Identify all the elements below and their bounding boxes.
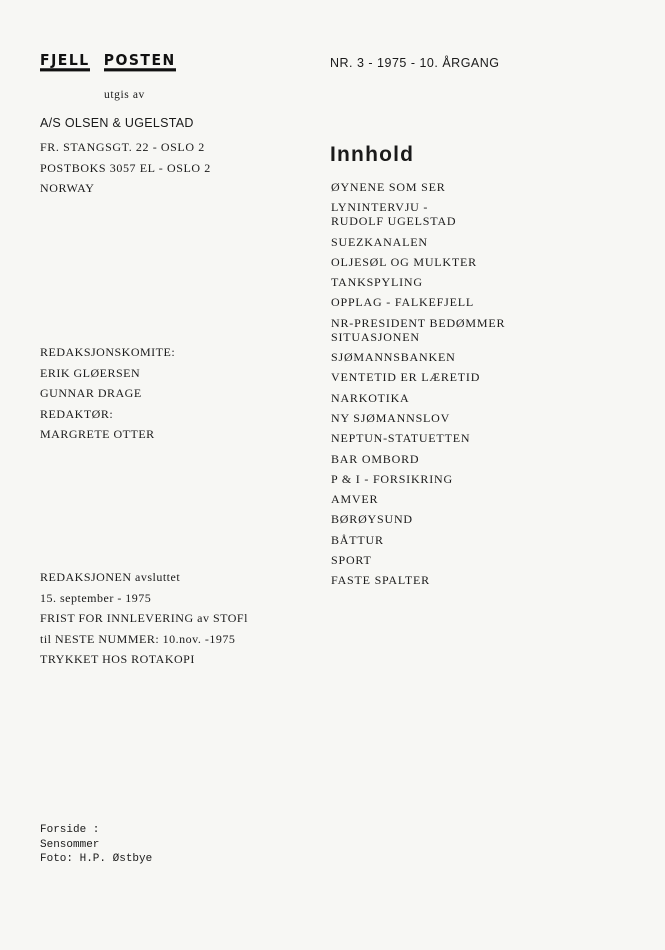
contents-item: AMVER [331,492,379,507]
publisher-name: A/S OLSEN & UGELSTAD [40,116,194,130]
cover-credit-line: Sensommer [40,838,100,851]
logo-word-fjell: FJELL [40,55,90,72]
contents-list [331,180,505,594]
contents-item: SUEZKANALEN [331,234,428,249]
contents-item: SJØMANNSBANKEN [331,350,456,365]
address-line-postbox: POSTBOKS 3057 EL - OSLO 2 [40,161,211,175]
contents-item: NARKOTIKA [331,390,410,405]
deadline-line: FRIST FOR INNLEVERING av STOFl [40,611,248,625]
contents-item: FASTE SPALTER [331,573,430,588]
contents-item: NR-PRESIDENT BEDØMMER SITUASJONEN [331,315,506,344]
address-line-country: NORWAY [40,181,95,195]
published-by-label: utgis av [104,89,145,101]
contents-item: BAR OMBORD [331,451,420,466]
logo-word-posten: POSTEN [104,55,176,72]
cover-credit-block [40,823,152,867]
staff-line: MARGRETE OTTER [40,427,155,441]
deadline-line: 15. september - 1975 [40,590,152,605]
contents-heading: Innhold [330,143,415,166]
contents-item: BÅTTUR [331,532,384,547]
contents-item: SPORT [331,553,372,568]
cover-credit-line: Foto: H.P. Østbye [40,853,153,865]
cover-credit-line: Forside : [40,824,100,836]
contents-item: LYNINTERVJU - RUDOLF UGELSTAD [331,200,457,229]
issue-line: NR. 3 - 1975 - 10. ÅRGANG [330,56,500,70]
staff-line: ERIK GLØERSEN [40,365,141,380]
deadline-line: TRYKKET HOS ROTAKOPI [40,652,195,666]
staff-line: REDAKTØR: [40,406,114,421]
staff-line: GUNNAR DRAGE [40,386,142,400]
deadline-line: REDAKSJONEN avsluttet [40,570,181,584]
editorial-staff-block [40,345,175,448]
contents-item: ØYNENE SOM SER [331,180,446,194]
contents-item: NY SJØMANNSLOV [331,410,451,425]
masthead-logo [40,52,176,71]
contents-item: OLJESØL OG MULKTER [331,254,477,269]
contents-item: VENTETID ER LÆRETID [331,370,481,385]
deadline-line: til NESTE NUMMER: 10.nov. -1975 [40,631,236,646]
deadline-block [40,570,248,673]
contents-item: NEPTUN-STATUETTEN [331,431,471,446]
address-line-street: FR. STANGSGT. 22 - OSLO 2 [40,140,205,154]
contents-item: BØRØYSUND [331,512,413,527]
contents-item: OPPLAG - FALKEFJELL [331,295,474,310]
contents-item: TANKSPYLING [331,275,423,290]
staff-line: REDAKSJONSKOMITE: [40,345,176,359]
contents-item: P & I - FORSIKRING [331,471,453,486]
